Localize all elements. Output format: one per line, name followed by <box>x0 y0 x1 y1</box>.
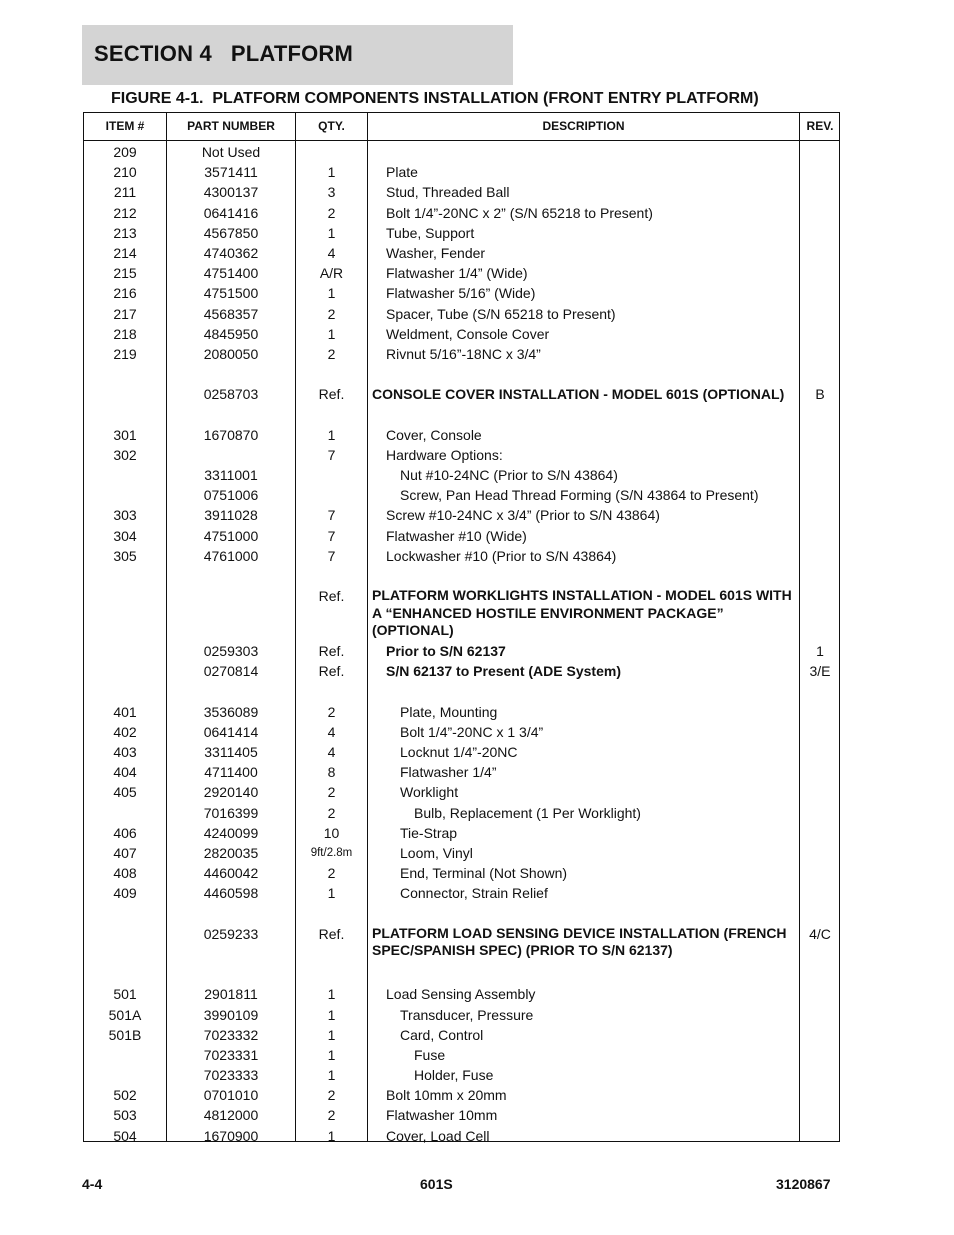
description-cell: Bolt 10mm x 20mm <box>386 1087 507 1104</box>
table-row <box>84 162 839 182</box>
table-row <box>84 661 839 681</box>
spacer-row <box>84 404 839 424</box>
document-number: 3120867 <box>776 1176 831 1192</box>
table-row <box>84 465 839 485</box>
description-cell: Card, Control <box>400 1026 484 1043</box>
qty-cell: Ref. <box>318 588 345 605</box>
description-cell: Load Sensing Assembly <box>386 986 536 1003</box>
qty-cell: 2 <box>327 1087 336 1104</box>
item-cell: 305 <box>113 547 137 564</box>
item-cell: 212 <box>113 204 137 221</box>
qty-cell: 9ft/2.8m <box>310 847 353 859</box>
table-row <box>84 782 839 802</box>
section-title: SECTION 4 PLATFORM <box>94 41 354 66</box>
part-number-cell: 2920140 <box>203 784 259 801</box>
table-row <box>84 924 839 964</box>
qty-cell: A/R <box>319 265 344 282</box>
item-cell: 501 <box>113 986 137 1003</box>
description-cell: Flatwasher 10mm <box>386 1107 498 1124</box>
description-cell: Plate <box>386 164 418 181</box>
table-row <box>84 526 839 546</box>
description-cell: Cover, Console <box>386 426 482 443</box>
part-number-cell: 3990109 <box>203 1006 259 1023</box>
part-number-cell: 4845950 <box>203 325 259 342</box>
qty-cell: 3 <box>327 184 336 201</box>
column-header-qty: QTY. <box>318 119 345 133</box>
qty-cell: 4 <box>327 744 336 761</box>
description-cell: Fuse <box>414 1046 446 1063</box>
part-number-cell: 0701010 <box>203 1087 259 1104</box>
table-row <box>84 425 839 445</box>
part-number-cell: 4761000 <box>203 547 259 564</box>
page-number: 4-4 <box>82 1176 103 1192</box>
qty-cell: 1 <box>327 164 336 181</box>
description-cell: Cover, Load Cell <box>386 1127 490 1144</box>
qty-cell: 2 <box>327 305 336 322</box>
table-row <box>84 223 839 243</box>
description-cell: Bolt 1/4”-20NC x 2” (S/N 65218 to Present) <box>386 204 653 221</box>
item-cell: 211 <box>113 184 137 201</box>
part-number-cell: 2901811 <box>204 986 258 1003</box>
description-cell: Weldment, Console Cover <box>386 325 550 342</box>
qty-cell: 1 <box>327 426 336 443</box>
table-row <box>84 1005 839 1025</box>
part-number-cell: 0751006 <box>203 487 259 504</box>
table-row <box>84 203 839 223</box>
description-cell: Tie-Strap <box>400 824 458 841</box>
item-cell: 301 <box>113 426 137 443</box>
rev-cell: 4/C <box>809 925 831 942</box>
description-cell: Flatwasher 1/4” <box>400 764 497 781</box>
description-cell: Hardware Options: <box>386 446 503 463</box>
table-row <box>84 445 839 465</box>
column-header-part-number: PART NUMBER <box>187 119 275 133</box>
table-row <box>84 722 839 742</box>
table-row <box>84 762 839 782</box>
spacer-row <box>84 364 839 384</box>
description-cell: Screw #10-24NC x 3/4” (Prior to S/N 43864) <box>386 507 660 524</box>
table-row <box>84 384 839 404</box>
description-cell: Nut #10-24NC (Prior to S/N 43864) <box>400 467 618 483</box>
part-number-cell: 7016399 <box>203 804 259 821</box>
part-number-cell: 3311001 <box>204 467 258 483</box>
table-row <box>84 1105 839 1125</box>
qty-cell: 7 <box>327 527 336 544</box>
item-cell: 214 <box>113 244 137 261</box>
qty-cell: Ref. <box>318 386 345 403</box>
part-number-cell: 4740362 <box>203 244 259 261</box>
part-number-cell: 4751000 <box>203 527 259 544</box>
qty-cell: 2 <box>327 1107 336 1124</box>
table-row <box>84 742 839 762</box>
part-number-cell: 1670900 <box>203 1127 259 1144</box>
item-cell: 210 <box>113 164 137 181</box>
column-header-item: ITEM # <box>105 119 145 133</box>
description-cell: Prior to S/N 62137 <box>386 643 506 660</box>
table-row <box>84 1045 839 1065</box>
qty-cell: 1 <box>327 325 336 342</box>
item-cell: 401 <box>113 703 137 720</box>
part-number-cell: 3311405 <box>204 744 258 761</box>
description-cell: Worklight <box>400 784 459 801</box>
item-cell: 403 <box>113 744 137 761</box>
description-cell: S/N 62137 to Present (ADE System) <box>386 663 621 680</box>
item-cell: 408 <box>113 865 137 882</box>
part-number-cell: 7023332 <box>203 1026 259 1043</box>
part-number-cell: 4567850 <box>203 224 259 241</box>
table-row <box>84 1126 839 1146</box>
part-number-cell: 7023331 <box>203 1046 259 1063</box>
rev-cell: B <box>815 386 825 403</box>
description-cell: Washer, Fender <box>386 244 486 261</box>
qty-cell: 1 <box>327 1006 336 1023</box>
description-cell: Screw, Pan Head Thread Forming (S/N 43864 to Present) <box>400 487 759 504</box>
spacer-row <box>84 904 839 924</box>
figure-title: FIGURE 4-1. PLATFORM COMPONENTS INSTALLATION (FRONT ENTRY PLATFORM) <box>111 90 759 107</box>
qty-cell: 4 <box>327 244 336 261</box>
item-cell: 304 <box>113 527 137 544</box>
item-cell: 502 <box>113 1087 137 1104</box>
qty-cell: 2 <box>327 865 336 882</box>
part-number-cell: 0641414 <box>203 723 259 740</box>
qty-cell: 2 <box>327 703 336 720</box>
table-row <box>84 1085 839 1105</box>
description-cell: Rivnut 5/16”-18NC x 3/4” <box>386 345 541 362</box>
table-row <box>84 485 839 505</box>
spacer-row <box>84 964 839 984</box>
rev-cell: 3/E <box>809 663 831 680</box>
table-row <box>84 1065 839 1085</box>
part-number-cell: 4460042 <box>203 865 259 882</box>
table-row <box>84 702 839 722</box>
spacer-row <box>84 566 839 586</box>
qty-cell: 1 <box>327 885 336 902</box>
part-number-cell: 1670870 <box>203 426 259 443</box>
table-row <box>84 803 839 823</box>
item-cell: 302 <box>113 446 137 463</box>
table-row <box>84 641 839 661</box>
table-row <box>84 843 839 863</box>
description-cell: Stud, Threaded Ball <box>386 184 510 201</box>
item-cell: 501A <box>108 1006 142 1023</box>
item-cell: 407 <box>113 845 137 861</box>
part-number-cell: 4711400 <box>204 764 258 781</box>
table-row <box>84 823 839 843</box>
part-number-cell: 0270814 <box>203 663 259 680</box>
qty-cell: 1 <box>327 1127 336 1144</box>
description-cell: Transducer, Pressure <box>400 1006 534 1023</box>
part-number-cell: 2820035 <box>203 845 259 861</box>
table-row <box>84 263 839 283</box>
part-number-cell: 4812000 <box>203 1107 259 1124</box>
part-number-cell: Not Used <box>201 144 261 160</box>
qty-cell: 7 <box>327 446 336 463</box>
description-cell: Lockwasher #10 (Prior to S/N 43864) <box>386 547 617 564</box>
description-cell: Flatwasher #10 (Wide) <box>386 527 527 544</box>
qty-cell: 1 <box>327 285 336 302</box>
qty-cell: Ref. <box>318 663 345 680</box>
item-cell: 303 <box>113 507 137 524</box>
description-cell: PLATFORM WORKLIGHTS INSTALLATION - MODEL 601S WITH A “ENHANCED HOSTILE ENVIRONMENT PACKAGE” (OPTIONAL) <box>372 587 792 639</box>
table-row <box>84 142 839 162</box>
description-cell: Flatwasher 5/16” (Wide) <box>386 285 536 302</box>
description-cell: Plate, Mounting <box>400 703 498 720</box>
spacer-row <box>84 682 839 702</box>
part-number-cell: 4568357 <box>203 305 259 322</box>
description-cell: End, Terminal (Not Shown) <box>400 865 568 882</box>
item-cell: 503 <box>113 1107 137 1124</box>
table-row <box>84 283 839 303</box>
qty-cell: 2 <box>327 784 336 801</box>
qty-cell: 10 <box>323 824 340 841</box>
qty-cell: 7 <box>327 547 336 564</box>
item-cell: 219 <box>113 345 137 362</box>
table-row <box>84 546 839 566</box>
column-header-rev: REV. <box>806 119 834 133</box>
qty-cell: Ref. <box>318 643 345 660</box>
description-cell: Tube, Support <box>386 224 475 241</box>
description-cell: Bolt 1/4”-20NC x 1 3/4” <box>400 723 544 740</box>
header-divider <box>84 140 839 141</box>
qty-cell: 2 <box>327 804 336 821</box>
description-cell: Spacer, Tube (S/N 65218 to Present) <box>386 305 616 322</box>
table-row <box>84 243 839 263</box>
model-name: 601S <box>420 1176 453 1192</box>
qty-cell: 1 <box>327 224 336 241</box>
description-cell: CONSOLE COVER INSTALLATION - MODEL 601S (OPTIONAL) <box>372 386 785 403</box>
qty-cell: 8 <box>327 764 336 781</box>
qty-cell: 2 <box>327 345 336 362</box>
part-number-cell: 0641416 <box>203 204 259 221</box>
description-cell: Flatwasher 1/4” (Wide) <box>386 265 528 282</box>
item-cell: 405 <box>113 784 137 801</box>
part-number-cell: 4751500 <box>203 285 259 302</box>
table-row <box>84 863 839 883</box>
item-cell: 209 <box>113 144 137 160</box>
qty-cell: 1 <box>327 1026 336 1043</box>
item-cell: 213 <box>113 224 137 241</box>
table-row <box>84 182 839 202</box>
table-row <box>84 324 839 344</box>
description-cell: Connector, Strain Relief <box>400 885 548 902</box>
item-cell: 218 <box>113 325 137 342</box>
table-row <box>84 304 839 324</box>
part-number-cell: 0259303 <box>203 643 259 660</box>
part-number-cell: 4751400 <box>203 265 259 282</box>
parts-table <box>83 112 840 1142</box>
item-cell: 216 <box>113 285 137 302</box>
description-cell: Holder, Fuse <box>414 1067 494 1084</box>
item-cell: 409 <box>113 885 137 902</box>
table-row <box>84 586 839 641</box>
part-number-cell: 0259233 <box>203 925 259 942</box>
part-number-cell: 3536089 <box>203 703 259 720</box>
part-number-cell: 0258703 <box>203 386 259 403</box>
part-number-cell: 3911028 <box>204 507 258 524</box>
rev-cell: 1 <box>816 643 824 660</box>
table-body <box>84 142 839 1146</box>
qty-cell: 4 <box>327 723 336 740</box>
description-cell: PLATFORM LOAD SENSING DEVICE INSTALLATION (FRENCH SPEC/SPANISH SPEC) (PRIOR TO S/N 62137) <box>372 924 787 959</box>
part-number-cell: 7023333 <box>203 1067 259 1084</box>
qty-cell: 2 <box>327 204 336 221</box>
description-cell: Loom, Vinyl <box>400 845 473 861</box>
table-row <box>84 883 839 903</box>
qty-cell: 7 <box>327 507 336 524</box>
table-row <box>84 1025 839 1045</box>
item-cell: 215 <box>113 265 137 282</box>
part-number-cell: 2080050 <box>203 345 259 362</box>
item-cell: 501B <box>108 1026 142 1043</box>
item-cell: 504 <box>113 1127 137 1144</box>
item-cell: 217 <box>113 305 137 322</box>
qty-cell: Ref. <box>318 925 345 942</box>
qty-cell: 1 <box>327 1046 336 1063</box>
description-cell: Locknut 1/4”-20NC <box>400 744 518 761</box>
qty-cell: 1 <box>327 986 336 1003</box>
part-number-cell: 4460598 <box>203 885 259 902</box>
description-cell: Bulb, Replacement (1 Per Worklight) <box>414 804 641 821</box>
column-header-description: DESCRIPTION <box>542 119 625 133</box>
item-cell: 402 <box>113 723 137 740</box>
table-row <box>84 505 839 525</box>
item-cell: 404 <box>113 764 137 781</box>
part-number-cell: 4300137 <box>203 184 259 201</box>
part-number-cell: 4240099 <box>203 824 259 841</box>
part-number-cell: 3571411 <box>204 164 258 181</box>
table-row <box>84 984 839 1004</box>
qty-cell: 1 <box>327 1067 336 1084</box>
item-cell: 406 <box>113 824 137 841</box>
table-row <box>84 344 839 364</box>
